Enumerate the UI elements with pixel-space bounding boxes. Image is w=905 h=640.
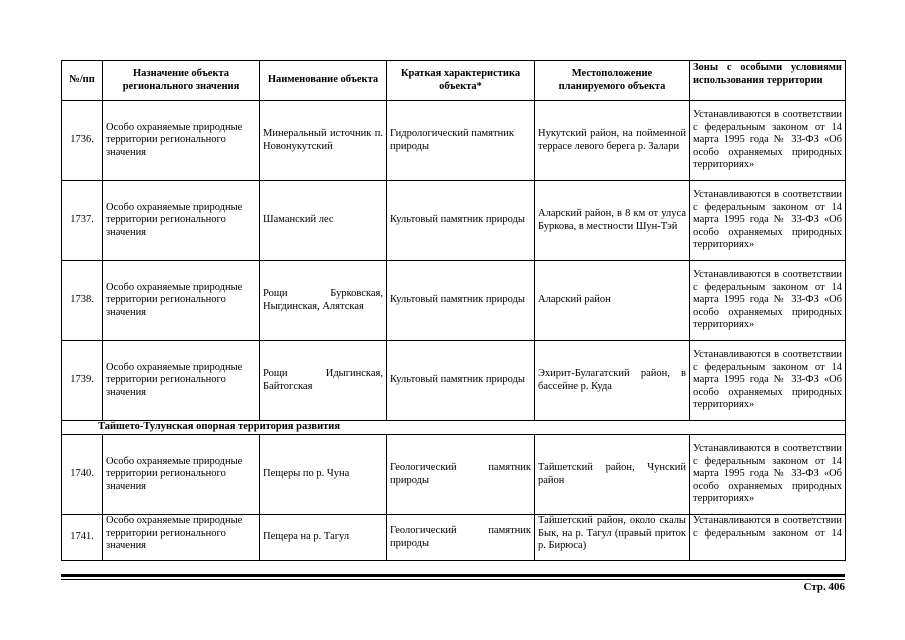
- objects-table: [61, 60, 846, 561]
- cell-purpose: Особо охраняемые природные территории регионального значения: [103, 181, 260, 261]
- header-num: №/пп: [62, 61, 103, 101]
- cell-description: Гидрологический памятник природы: [387, 101, 535, 181]
- cell-name: Пещера на р. Тагул: [260, 515, 387, 561]
- cell-location: Тайшетский район, Чунский район: [535, 435, 690, 515]
- cell-zones: Устанавливаются в соответствии с федеральным законом от 14 марта 1995 года № 33-ФЗ «Об особо охраняемых природных территориях»: [690, 101, 846, 181]
- cell-description: Геологический памятник природы: [387, 435, 535, 515]
- cell-name: Рощи Идыгинская, Байтогская: [260, 341, 387, 421]
- cell-zones: Устанавливаются в соответствии с федеральным законом от 14 марта 1995 года № 33-ФЗ «Об особо охраняемых природных территориях»: [690, 341, 846, 421]
- cell-description: Культовый памятник природы: [387, 341, 535, 421]
- table-row: [62, 181, 846, 261]
- cell-location: Аларский район, в 8 км от улуса Буркова, в местности Шун-Тэй: [535, 181, 690, 261]
- cell-name: Минеральный источник п. Новонукутский: [260, 101, 387, 181]
- table-row: [62, 515, 846, 561]
- table-row: [62, 261, 846, 341]
- cell-description: Культовый памятник природы: [387, 181, 535, 261]
- header-purpose: Назначение объекта регионального значения: [103, 61, 260, 101]
- cell-location: Аларский район: [535, 261, 690, 341]
- table-row: [62, 101, 846, 181]
- cell-num: 1741.: [62, 515, 103, 561]
- header-zones: Зоны с особыми условиями использования территории: [690, 61, 846, 101]
- cell-location: Эхирит-Булагатский район, в бассейне р. Куда: [535, 341, 690, 421]
- cell-description: Геологический памятник природы: [387, 515, 535, 561]
- section-row: [62, 421, 846, 435]
- cell-purpose: Особо охраняемые природные территории регионального значения: [103, 341, 260, 421]
- table-header-row: [62, 61, 846, 101]
- cell-purpose: Особо охраняемые природные территории регионального значения: [103, 261, 260, 341]
- cell-purpose: Особо охраняемые природные территории регионального значения: [103, 435, 260, 515]
- footer-rule-thick: [61, 574, 845, 577]
- cell-location: Нукутский район, на пойменной террасе левого берега р. Залари: [535, 101, 690, 181]
- header-description: Краткая характеристика объекта*: [387, 61, 535, 101]
- cell-num: 1740.: [62, 435, 103, 515]
- footer-rule-thin: [61, 579, 845, 580]
- cell-num: 1737.: [62, 181, 103, 261]
- cell-name: Шаманский лес: [260, 181, 387, 261]
- section-title: Тайшето-Тулунская опорная территория развития: [62, 421, 846, 435]
- page-number: Стр. 406: [803, 581, 845, 593]
- cell-num: 1736.: [62, 101, 103, 181]
- header-name: Наименование объекта: [260, 61, 387, 101]
- cell-purpose: Особо охраняемые природные территории регионального значения: [103, 101, 260, 181]
- header-location: Местоположение планируемого объекта: [535, 61, 690, 101]
- cell-description: Культовый памятник природы: [387, 261, 535, 341]
- cell-zones: Устанавливаются в соответствии с федеральным законом от 14 марта 1995 года № 33-ФЗ «Об особо охраняемых природных территориях»: [690, 261, 846, 341]
- table-row: [62, 435, 846, 515]
- cell-name: Пещеры по р. Чуна: [260, 435, 387, 515]
- cell-purpose: Особо охраняемые природные территории регионального значения: [103, 515, 260, 561]
- cell-name: Рощи Бурковская, Ныгдинская, Алятская: [260, 261, 387, 341]
- cell-zones: Устанавливаются в соответствии с федеральным законом от 14: [690, 515, 846, 561]
- cell-num: 1738.: [62, 261, 103, 341]
- cell-zones: Устанавливаются в соответствии с федеральным законом от 14 марта 1995 года № 33-ФЗ «Об особо охраняемых природных территориях»: [690, 181, 846, 261]
- cell-zones: Устанавливаются в соответствии с федеральным законом от 14 марта 1995 года № 33-ФЗ «Об особо охраняемых природных территориях»: [690, 435, 846, 515]
- cell-location: Тайшетский район, около скалы Бык, на р. Тагул (правый приток р. Бирюса): [535, 515, 690, 561]
- table-row: [62, 341, 846, 421]
- cell-num: 1739.: [62, 341, 103, 421]
